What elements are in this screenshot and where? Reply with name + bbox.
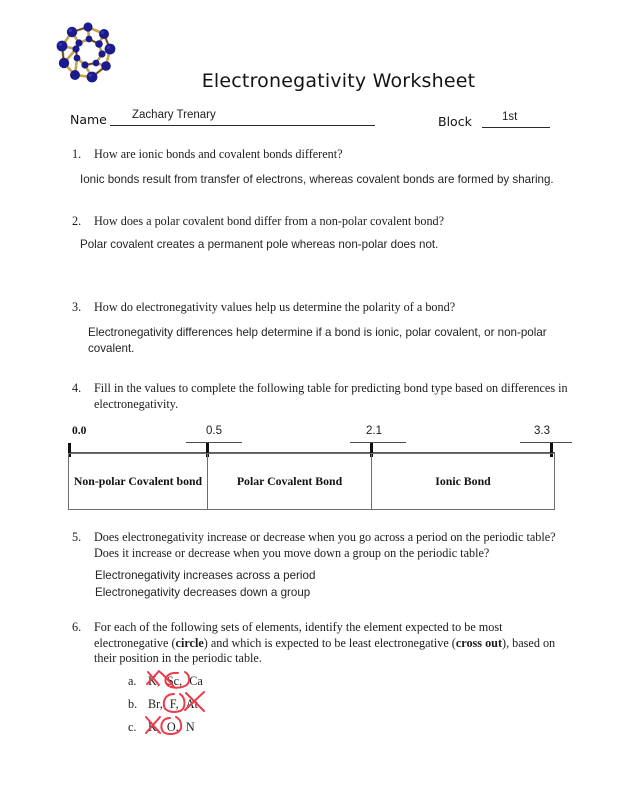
name-label: Name [70,112,107,127]
element-c-1[interactable]: K, [148,720,160,734]
element-set-c [128,718,328,741]
answer-2[interactable]: Polar covalent creates a permanent pole whereas non-polar does not. [80,238,439,251]
question-6 [72,620,562,667]
question-4-number: 4. [72,381,82,395]
table-cell-polar: Polar Covalent Bond [208,454,372,509]
element-a-2[interactable]: Sc, [166,674,183,688]
circle-instruction: circle [175,635,204,650]
cross-out-instruction: cross out [455,635,503,650]
block-label: Block [438,114,472,129]
question-5 [72,530,577,561]
name-underline [110,125,375,126]
element-set-c-items[interactable] [148,720,199,735]
table-cell-ionic: Ionic Bond [435,474,491,488]
block-underline [482,127,550,128]
element-set-a-letter: a. [128,674,137,688]
answer-1[interactable]: Ionic bonds result from transfer of electrons, whereas covalent bonds are formed by sharing. [80,173,554,186]
question-2-number: 2. [72,214,82,228]
scale-blank-line-1 [186,442,242,443]
scale-value-1[interactable]: 0.5 [206,425,222,437]
question-4-prompt: Fill in the values to complete the following table for predicting bond type based on differences in electronegativity. [94,381,568,411]
element-set-b-letter: b. [128,697,138,711]
bond-type-table [68,453,555,510]
element-c-2[interactable]: O, [166,720,179,734]
scale-blank-line-3 [520,442,572,443]
element-a-1[interactable]: K, [148,674,160,688]
element-set-b [128,695,328,718]
question-6-prompt: For each of the following sets of elements, identify the element expected to be most electronegative (circle) and which is expected to be least electronegative (cross out), based on their position in the periodic table. [94,620,556,665]
element-sets-list [128,672,328,741]
student-info-row [70,108,570,132]
answer-5-line-2[interactable]: Electronegativity decreases down a group [95,586,311,599]
question-3-number: 3. [72,300,82,314]
element-c-3[interactable]: N [185,720,195,734]
answer-5-line-1[interactable]: Electronegativity increases across a period [95,569,316,582]
question-6-prompt-part-1: For each of the following sets of elements, identify the element expected to be most electronegative ( [94,620,503,650]
element-b-2[interactable]: F, [169,697,179,711]
question-1-number: 1. [72,147,82,161]
scale-blank-line-2 [350,442,406,443]
question-2 [72,214,572,230]
element-set-b-items[interactable] [148,697,202,712]
scale-value-2[interactable]: 2.1 [366,425,382,437]
element-set-a [128,672,328,695]
question-1-prompt: How are ionic bonds and covalent bonds different? [94,147,343,161]
question-5-prompt: Does electronegativity increase or decrease when you go across a period on the periodic table? Does it increase or decrease when you move down a group on the periodic table? [94,530,556,560]
question-6-number: 6. [72,620,82,634]
element-a-3[interactable]: Ca [189,674,203,688]
page-title: Electronegativity Worksheet [201,70,476,92]
question-5-number: 5. [72,530,82,544]
scale-value-0: 0.0 [72,425,87,437]
question-3-prompt: How do electronegativity values help us determine the polarity of a bond? [94,300,456,314]
element-set-a-items[interactable] [148,674,207,689]
answer-3[interactable]: Electronegativity differences help determine if a bond is ionic, polar covalent, or non-polar covalent. [88,326,547,355]
bond-type-scale [68,425,555,511]
block-value[interactable]: 1st [502,111,518,123]
question-3 [72,300,572,316]
question-1 [72,147,572,163]
scale-value-3[interactable]: 3.3 [534,425,550,437]
name-value[interactable]: Zachary Trenary [132,109,216,121]
table-cell-nonpolar: Non-polar Covalent bond [69,454,208,509]
element-b-3[interactable]: At [185,697,198,711]
element-set-c-letter: c. [128,720,137,734]
element-b-1[interactable]: Br, [148,697,163,711]
question-4 [72,381,572,412]
question-2-prompt: How does a polar covalent bond differ from a non-polar covalent bond? [94,214,445,228]
